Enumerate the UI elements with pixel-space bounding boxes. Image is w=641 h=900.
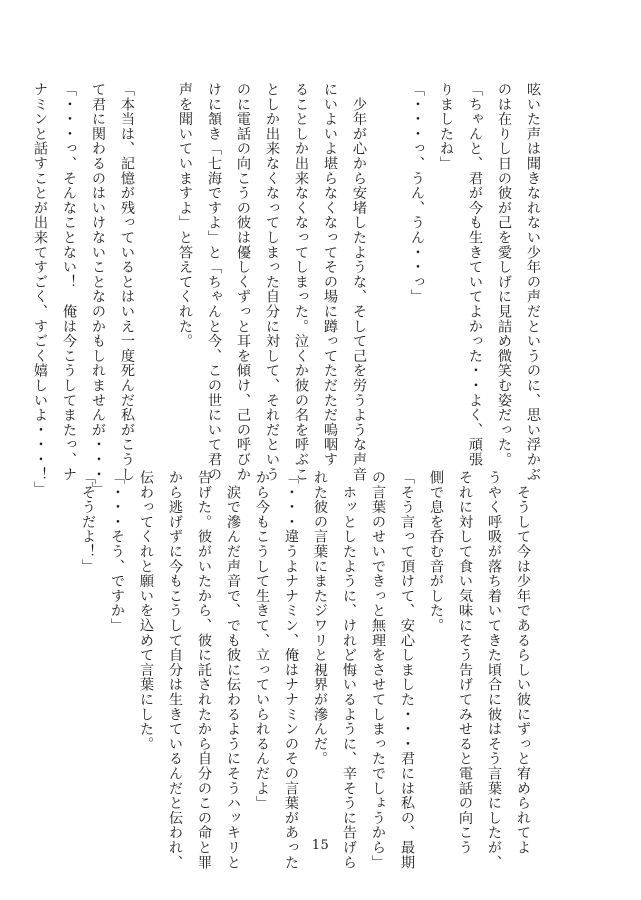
text-line: 「・・・違うよナナミン、俺はナナミンのその言葉があった: [283, 470, 299, 870]
text-line: 「・・・そう、ですか」: [109, 470, 125, 633]
blank-line: [141, 82, 170, 472]
text-line: 呟いた声は聞きなれない少年の声だというのに、思い浮かぶ: [525, 82, 541, 482]
text-line: ナミンと話すことが出来てすごく、すごく嬉しいよ・・・！」: [32, 82, 48, 497]
text-line: 「そう言って頂けて、安心しました・・・君には私の、最期: [399, 470, 415, 870]
text-line: れた彼の言葉にまたジワリと視界が滲んだ。: [312, 470, 328, 766]
text-line: 伝わってくれと願いを込めて言葉にした。: [138, 470, 154, 752]
text-line: 側で息を呑む音がした。: [428, 470, 444, 633]
text-line: 声を聞いていますよ」と答えてくれた。: [177, 82, 193, 349]
text-line: て君に関わるのはいけないことなのかもしれませんが・・・」: [90, 82, 106, 497]
text-line: としか出来なくなってしまった自分に対して、それだという: [264, 82, 280, 482]
text-line: 「そうだよ！」: [80, 470, 96, 574]
text-line: ホッとしたように、けれど悔いるように、辛そうに告げら: [341, 470, 357, 870]
text-line: にいよいよ堪らなくなってその場に蹲ってただただ嗚咽す: [322, 82, 338, 467]
text-line: それに対して食い気味にそう告げてみせると電話の向こう: [457, 470, 473, 855]
text-line: のは在りし日の彼が己を愛しげに見詰め微笑む姿だった。: [496, 82, 512, 467]
text-line: のに電話の向こうの彼は優しくずっと耳を傾け、己の呼びか: [235, 82, 251, 482]
text-line: の言葉のせいできっと無理をさせてしまったでしょうから」: [370, 470, 386, 870]
text-line: 告げた。彼がいたから、彼に託されたから自分のこの命と罪: [196, 470, 212, 870]
text-line: から逃げずに今もこうして自分は生きているんだと伝われ、: [167, 470, 183, 870]
text-line: 涙で滲んだ声音で、でも彼に伝わるようにそうハッキリと: [225, 470, 241, 870]
text-line: 「ちゃんと、君が今も生きていてよかった・・よく、頑張: [467, 82, 483, 467]
text-line: 「・・・っ、そんなことない！ 俺は今こうしてまたっ、ナ: [61, 82, 77, 482]
text-line: 少年が心から安堵したような、そして己を労うような声音: [351, 82, 367, 482]
blank-line: [373, 82, 402, 472]
text-line: ることしか出来なくなってしまった。泣くか彼の名を呼ぶこ: [293, 82, 309, 482]
text-line: から今もこうして生きて、立っていられるんだよ」: [254, 470, 270, 811]
upper-text-block: [25, 82, 547, 497]
text-line: けに頷き「七海ですよ」と「ちゃんと今、この世にいて君の: [206, 82, 222, 482]
text-line: 「本当は、記憶が残っているとはいえ一度死んだ私がこうし: [119, 82, 135, 482]
text-line: 「・・・っ、うん、うん・・っ」: [409, 82, 425, 304]
text-line: りましたね」: [438, 82, 454, 171]
page-number: 15: [311, 838, 330, 853]
text-line: うやく呼吸が落ち着いてきた頃合に彼はそう言葉にしたが、: [486, 470, 502, 870]
text-line: そうして今は少年であるらしい彼にずっと宥められてよ: [515, 470, 531, 855]
